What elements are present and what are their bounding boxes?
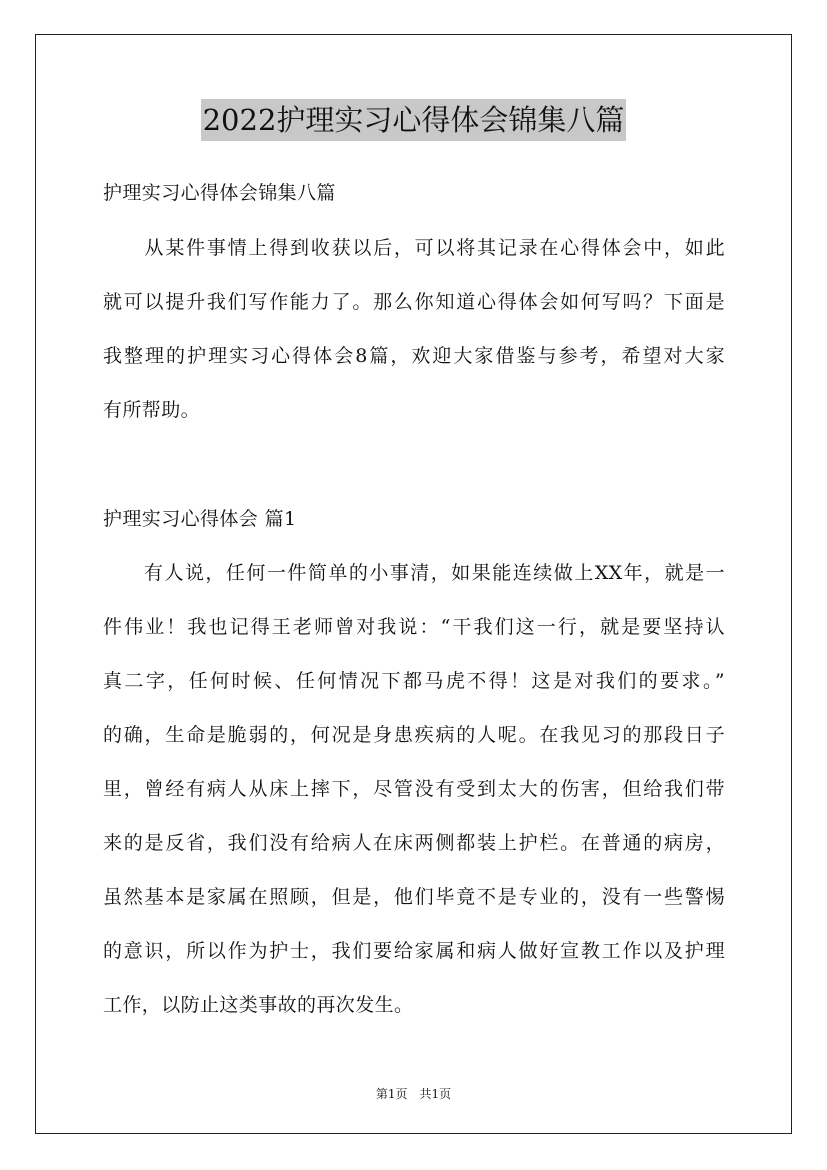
subtitle: 护理实习心得体会锦集八篇 — [103, 182, 336, 204]
intro-line: 我整理的护理实习心得体会8篇，欢迎大家借鉴与参考，希望对大家 — [103, 345, 725, 367]
title-container — [0, 99, 827, 141]
body-line: 的意识，所以作为护士，我们要给家属和病人做好宣教工作以及护理 — [103, 940, 725, 962]
body-line: 里，曾经有病人从床上摔下，尽管没有受到太大的伤害，但给我们带 — [103, 778, 725, 800]
body-line: 有人说，任何一件简单的小事清，如果能连续做上XX年，就是一 — [103, 562, 725, 584]
intro-line: 从某件事情上得到收获以后，可以将其记录在心得体会中，如此 — [103, 237, 725, 259]
document-title: 2022护理实习心得体会锦集八篇 — [201, 99, 627, 141]
body-line: 真二字，任何时候、任何情况下都马虎不得！这是对我们的要求。” — [103, 670, 725, 692]
page-footer: 第1页 共1页 — [375, 1087, 452, 1101]
body-line: 的确，生命是脆弱的，何况是身患疾病的人呢。在我见习的那段日子 — [103, 724, 725, 746]
body-line: 件伟业！我也记得王老师曾对我说：“干我们这一行，就是要坚持认 — [103, 616, 725, 638]
intro-line: 有所帮助。 — [103, 399, 201, 421]
section-heading: 护理实习心得体会 篇1 — [103, 508, 297, 530]
body-line: 工作，以防止这类事故的再次发生。 — [103, 994, 414, 1016]
body-line: 来的是反省，我们没有给病人在床两侧都装上护栏。在普通的病房， — [103, 832, 725, 854]
intro-line: 就可以提升我们写作能力了。那么你知道心得体会如何写吗？下面是 — [103, 291, 725, 313]
body-line: 虽然基本是家属在照顾，但是，他们毕竟不是专业的，没有一些警惕 — [103, 886, 725, 908]
